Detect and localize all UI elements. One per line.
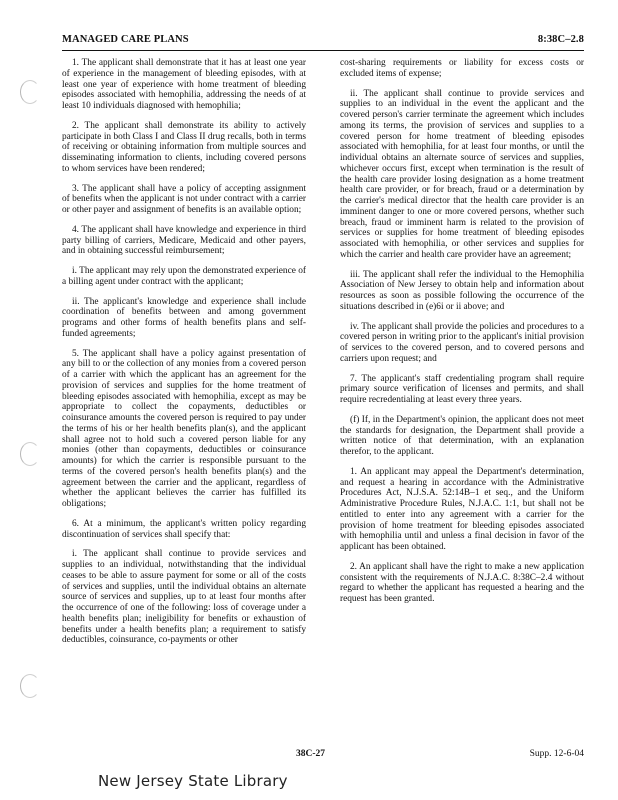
paragraph: 1. An applicant may appeal the Department's determination, and request a hearing in accordance with the Administrative Procedures Act, N.J.S.A. 52:14B–1 et seq., and the Uniform Administrative Procedure Rules, N.J.A.C. 1:1, but shall not be entitled to enter into any agreement with a carrier for the provision of home treatment for bleeding episodes associated with hemophilia until and unless a final decision in favor of the applicant has been obtained. [340,466,584,552]
paragraph: ii. The applicant's knowledge and experience shall include coordination of benefits between and among government programs and other forms of health benefits plans and self-funded agreements; [62,296,306,339]
header-section-number: 8:38C–2.8 [537,34,584,45]
paragraph: i. The applicant may rely upon the demonstrated experience of a billing agent under contract with the applicant; [62,266,306,287]
paragraph: 4. The applicant shall have knowledge and experience in third party billing of carriers, Medicare, Medicaid and other payers, and in obtaining successful reimbursement; [62,224,306,257]
paragraph: 2. An applicant shall have the right to make a new application consistent with the requirements of N.J.A.C. 8:38C–2.4 without regard to whether the applicant has requested a hearing and the request has been granted. [340,561,584,604]
paragraph: 5. The applicant shall have a policy against presentation of any bill to or the collection of any monies from a covered person of a carrier with which the applicant has an agreement for the provision of services and supplies for the home treatment of bleeding episodes associated with hemophilia, except as may be appropriate to collect the copayments, deductibles or coinsurance amounts the covered person is required to pay under the terms of his or her health benefits plan(s), and the applicant shall agree not to hold such a covered person liable for any monies (other than copayments, deductibles or coinsurance amounts) for which the carrier is responsible pursuant to the terms of the covered person's health benefits plan(s) and the agreement between the carrier and the applicant, regardless of whether the applicant believes the carrier has fulfilled its obligations; [62,348,306,509]
paragraph: iv. The applicant shall provide the policies and procedures to a covered person in writing prior to the applicant's initial provision of services to the covered person, and to covered persons and carriers upon request; and [340,321,584,364]
library-stamp: New Jersey State Library [98,772,288,790]
paragraph: 2. The applicant shall demonstrate its ability to actively participate in both Class I and Class II drug recalls, both in terms of receiving or obtaining information from multiple sources and disseminating information to clients, including covered persons to whom services have been rendered; [62,120,306,174]
punch-hole-mark [20,80,40,104]
paragraph: (f) If, in the Department's opinion, the applicant does not meet the standards for designation, the Department shall provide a written notice of that determination, with an explanation therefor, to the applicant. [340,414,584,457]
paragraph: 1. The applicant shall demonstrate that it has at least one year of experience in the management of bleeding episodes, with at least one year of experience with home treatment of bleeding episodes associated with hemophilia, addressing the needs of at least 10 individuals diagnosed with hemophilia; [62,58,306,111]
paragraph: 7. The applicant's staff credentialing program shall require primary source verification of licenses and permits, and shall require recredentialing at least every three years. [340,373,584,405]
punch-hole-mark [20,442,40,466]
paragraph: 3. The applicant shall have a policy of accepting assignment of benefits when the applicant is not under contract with a carrier or other payer and assignment of benefits is an available option; [62,183,306,215]
header-title: MANAGED CARE PLANS [62,34,189,45]
paragraph: i. The applicant shall continue to provide services and supplies to an individual, notwithstanding that the individual ceases to be able to assure payment for some or all of the costs of services and supplies, until the individual obtains an alternate source of services and supplies, up to at least four months after the occurrence of one of the following: loss of coverage under a health benefits plan; ineligibility for benefits or exhaustion of benefits under a health benefits plan; a requirement to satisfy deductibles, coinsurance, co-payments or other [62,549,306,646]
paragraph: 6. At a minimum, the applicant's written policy regarding discontinuation of services shall specify that: [62,518,306,540]
paragraph: iii. The applicant shall refer the individual to the Hemophilia Association of New Jersey to obtain help and information about resources as soon as possible following the occurrence of the situations described in (e)6i or ii above; and [340,269,584,312]
header-rule [62,50,584,51]
punch-hole-mark [20,674,40,698]
left-column [62,58,306,646]
page-number: 38C-27 [296,749,326,759]
paragraph: ii. The applicant shall continue to provide services and supplies to an individual in the event the applicant and the covered person's carrier terminate the agreement which includes among its terms, the provision of services and supplies to a covered person for home treatment of bleeding episodes associated with hemophilia, for at least four months, or until the individual obtains an alternate source of services and supplies, whichever occurs first, except when termination is the result of the health care provider losing designation as a home treatment health care provider, or for breach, fraud or a determination by the carrier's medical director that the health care provider is an imminent danger to one or more covered persons, whether such breach, fraud or imminent harm is related to the provision of services or supplies for home treatment of bleeding episodes associated with hemophilia, or other services and supplies for which the carrier and health care provider have an agreement; [340,88,584,260]
right-column [340,58,584,605]
supplement-date: Supp. 12-6-04 [529,749,584,759]
paragraph: cost-sharing requirements or liability for excess costs or excluded items of expense; [340,58,584,79]
